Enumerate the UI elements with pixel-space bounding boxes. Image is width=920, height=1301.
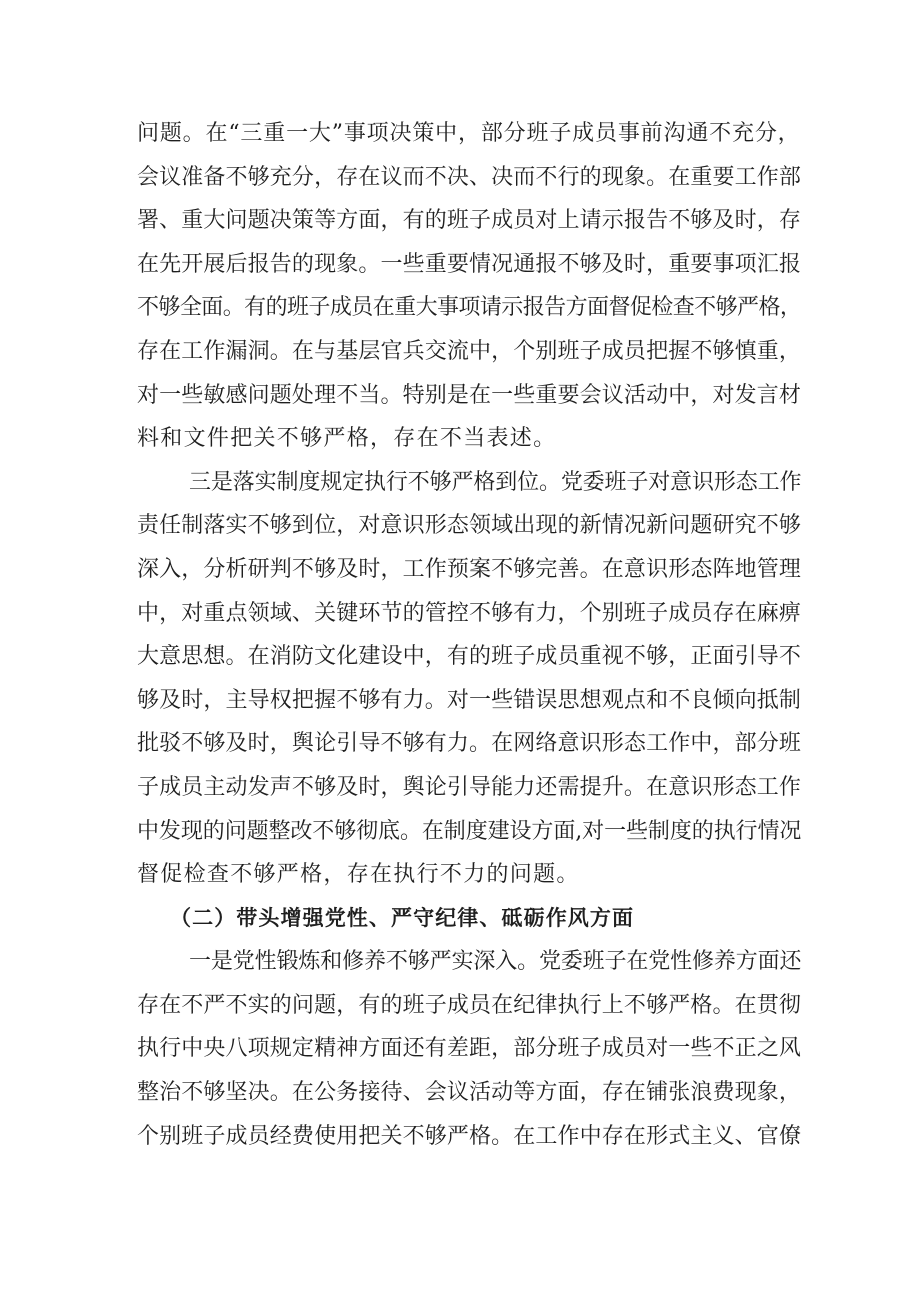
text-line: 批驳不够及时，舆论引导不够有力。在网络意识形态工作中，部分班 <box>137 731 802 757</box>
text-line: 深入，分析研判不够及时，工作预案不够完善。在意识形态阵地管理 <box>137 556 802 582</box>
text-line: 存在工作漏洞。在与基层官兵交流中，个别班子成员把握不够慎重， <box>137 338 802 364</box>
text-line: 存在不严不实的问题，有的班子成员在纪律执行上不够严格。在贯彻 <box>137 992 802 1018</box>
document-body <box>137 112 802 1158</box>
text-line: 个别班子成员经费使用把关不够严格。在工作中存在形式主义、官僚 <box>137 1123 802 1149</box>
text-line: 责任制落实不够到位，对意识形态领域出现的新情况新问题研究不够 <box>137 513 802 539</box>
text-line: 督促检查不够严格，存在执行不力的问题。 <box>137 862 580 888</box>
text-line: 中，对重点领域、关键环节的管控不够有力，个别班子成员存在麻痹 <box>137 600 802 626</box>
section-heading: （二）带头增强党性、严守纪律、砥砺作风方面 <box>170 905 635 930</box>
text-line: 够及时，主导权把握不够有力。对一些错误思想观点和不良倾向抵制 <box>137 687 802 713</box>
text-line: 在先开展后报告的现象。一些重要情况通报不够及时，重要事项汇报 <box>137 251 802 277</box>
text-line: 不够全面。有的班子成员在重大事项请示报告方面督促检查不够严格， <box>137 295 802 321</box>
text-line: 执行中央八项规定精神方面还有差距，部分班子成员对一些不正之风 <box>137 1036 802 1062</box>
text-line: 署、重大问题决策等方面，有的班子成员对上请示报告不够及时，存 <box>137 208 802 234</box>
text-line: 大意思想。在消防文化建设中，有的班子成员重视不够，正面引导不 <box>137 644 802 670</box>
text-line: 整治不够坚决。在公务接待、会议活动等方面，存在铺张浪费现象， <box>137 1080 802 1106</box>
text-line: 中发现的问题整改不够彻底。在制度建设方面,对一些制度的执行情况 <box>137 818 802 844</box>
text-line: 对一些敏感问题处理不当。特别是在一些重要会议活动中，对发言材 <box>137 382 802 408</box>
text-line: 三是落实制度规定执行不够严格到位。党委班子对意识形态工作 <box>189 469 802 495</box>
text-line: 问题。在“三重一大”事项决策中，部分班子成员事前沟通不充分， <box>137 121 801 146</box>
text-line: 子成员主动发声不够及时，舆论引导能力还需提升。在意识形态工作 <box>137 774 802 800</box>
text-line: 一是党性锻炼和修养不够严实深入。党委班子在党性修养方面还 <box>189 949 802 975</box>
text-line: 料和文件把关不够严格，存在不当表述。 <box>137 426 557 452</box>
text-line: 会议准备不够充分，存在议而不决、决而不行的现象。在重要工作部 <box>137 164 802 190</box>
